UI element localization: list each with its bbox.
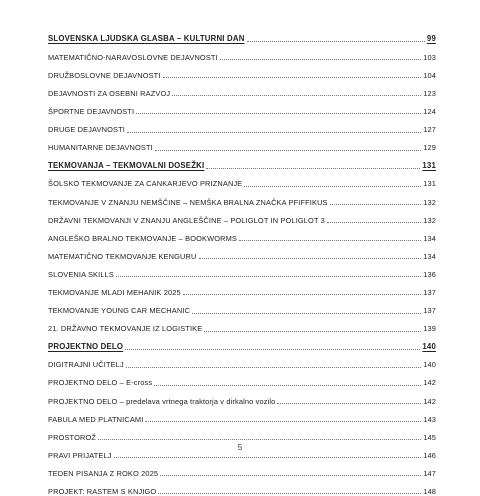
toc-entry[interactable] — [48, 115, 436, 133]
toc-section-entry[interactable] — [48, 25, 436, 43]
toc-entry-label: PROJEKT: RASTEM S KNJIGO — [48, 487, 157, 496]
toc-entry-label: TEKMOVANJE YOUNG CAR MECHANIC — [48, 306, 191, 316]
toc-entry-label: FABULA MED PLATNICAMI — [48, 414, 144, 424]
dot-leader — [126, 366, 421, 368]
toc-entry-page: 131 — [423, 179, 436, 189]
toc-entry-label: DEJAVNOSTI ZA OSEBNI RAZVOJ — [48, 88, 171, 98]
toc-entry[interactable] — [48, 459, 436, 477]
dot-leader — [244, 185, 421, 187]
toc-entry-page: 99 — [426, 34, 436, 44]
toc-entry-label: SLOVENIA SKILLS — [48, 269, 114, 279]
toc-entry[interactable] — [48, 206, 436, 224]
toc-entry-page: 123 — [423, 88, 436, 98]
toc-entry[interactable] — [48, 188, 436, 206]
toc-entry[interactable] — [48, 296, 436, 314]
toc-entry-page: 136 — [423, 269, 436, 279]
toc-entry[interactable] — [48, 477, 436, 495]
table-of-contents — [48, 25, 436, 495]
dot-leader — [127, 131, 421, 133]
toc-entry-page: 129 — [423, 143, 436, 153]
toc-entry-page: 142 — [423, 396, 436, 406]
dot-leader — [154, 384, 421, 386]
toc-entry-page: 124 — [423, 107, 436, 117]
toc-entry-label: DRUŽBOSLOVNE DEJAVNOSTI — [48, 70, 161, 80]
toc-entry[interactable] — [48, 369, 436, 387]
toc-entry-label: SLOVENSKA LJUDSKA GLASBA – KULTURNI DAN — [48, 34, 245, 44]
dot-leader — [160, 474, 421, 476]
toc-entry-page: 132 — [423, 215, 436, 225]
toc-entry[interactable] — [48, 97, 436, 115]
dot-leader — [220, 58, 421, 60]
dot-leader — [125, 348, 420, 350]
toc-entry-label: PROJEKTNO DELO – predelava vrtnega traktorja v dirkalno vozilo — [48, 396, 276, 406]
dot-leader — [145, 420, 421, 422]
toc-entry-page: 127 — [423, 125, 436, 135]
toc-entry-label: DRŽAVNI TEKMOVANJI V ZNANJU ANGLEŠČINE – POLIGLOT IN POLIGLOT 3 — [48, 215, 325, 225]
dot-leader — [114, 456, 422, 458]
toc-entry-label: MATEMATIČNO-NARAVOSLOVNE DEJAVNOSTI — [48, 52, 218, 62]
toc-entry[interactable] — [48, 423, 436, 441]
toc-entry-label: ŠOLSKO TEKMOVANJE ZA CANKARJEVO PRIZNANJE — [48, 179, 243, 189]
dot-leader — [239, 239, 421, 241]
toc-entry[interactable] — [48, 351, 436, 369]
toc-entry-label: DRUGE DEJAVNOSTI — [48, 125, 125, 135]
toc-entry-label: DIGITRAJNI UČITELJ — [48, 360, 124, 370]
toc-entry[interactable] — [48, 170, 436, 188]
dot-leader — [163, 76, 422, 78]
dot-leader — [136, 112, 421, 114]
toc-entry[interactable] — [48, 134, 436, 152]
toc-entry-label: PROSTOROŽ — [48, 432, 97, 442]
toc-entry-page: 139 — [423, 324, 436, 334]
page-number: 5 — [237, 443, 243, 452]
dot-leader — [206, 167, 420, 169]
dot-leader — [155, 149, 421, 151]
dot-leader — [98, 438, 421, 440]
toc-entry-page: 143 — [423, 414, 436, 424]
toc-entry-page: 146 — [423, 450, 436, 460]
toc-entry-label: PRAVI PRIJATELJ — [48, 450, 112, 460]
toc-entry[interactable] — [48, 242, 436, 260]
dot-leader — [183, 293, 421, 295]
toc-section-entry[interactable] — [48, 152, 436, 170]
toc-entry-label: MATEMATIČNO TEKMOVANJE KENGURU — [48, 251, 197, 261]
dot-leader — [204, 330, 421, 332]
toc-entry-label: TEKMOVANJE V ZNANJU NEMŠČINE – NEMŠKA BRALNA ZNAČKA PFIFFIKUS — [48, 197, 328, 207]
dot-leader — [247, 40, 425, 42]
toc-entry-label: 21. DRŽAVNO TEKMOVANJE IZ LOGISTIKE — [48, 324, 203, 334]
toc-entry-page: 148 — [423, 487, 436, 496]
toc-entry-page: 104 — [423, 70, 436, 80]
dot-leader — [158, 492, 421, 494]
toc-entry-page: 137 — [423, 288, 436, 297]
toc-entry-page: 103 — [423, 52, 436, 62]
toc-entry-page: 132 — [423, 197, 436, 207]
toc-entry-page: 134 — [423, 233, 436, 243]
toc-entry-page: 145 — [423, 432, 436, 442]
toc-entry-label: PROJEKTNO DELO – E-cross — [48, 378, 153, 388]
toc-entry-label: ŠPORTNE DEJAVNOSTI — [48, 107, 135, 117]
toc-entry[interactable] — [48, 43, 436, 61]
toc-entry-page: 131 — [422, 160, 436, 170]
toc-entry[interactable] — [48, 278, 436, 296]
toc-entry-page: 147 — [423, 468, 436, 478]
toc-entry[interactable] — [48, 405, 436, 423]
toc-entry-page: 137 — [423, 306, 436, 316]
toc-entry[interactable] — [48, 79, 436, 97]
dot-leader — [199, 257, 422, 259]
toc-entry-label: TEKMOVANJE MLADI MEHANIK 2025 — [48, 288, 181, 297]
dot-leader — [330, 203, 422, 205]
dot-leader — [277, 402, 421, 404]
toc-entry-page: 140 — [422, 341, 436, 351]
toc-entry[interactable] — [48, 61, 436, 79]
dot-leader — [116, 275, 421, 277]
toc-entry[interactable] — [48, 315, 436, 333]
toc-entry-label: TEKMOVANJA – TEKMOVALNI DOSEŽKI — [48, 160, 205, 170]
toc-entry-label: ANGLEŠKO BRALNO TEKMOVANJE – BOOKWORMS — [48, 233, 237, 243]
dot-leader — [192, 312, 421, 314]
toc-entry[interactable] — [48, 260, 436, 278]
toc-entry-label: PROJEKTNO DELO — [48, 341, 124, 351]
dot-leader — [327, 221, 421, 223]
toc-entry-page: 142 — [423, 378, 436, 388]
toc-section-entry[interactable] — [48, 333, 436, 351]
toc-entry-page: 140 — [423, 360, 436, 370]
toc-entry-label: HUMANITARNE DEJAVNOSTI — [48, 143, 153, 153]
toc-entry[interactable] — [48, 387, 436, 405]
dot-leader — [172, 94, 421, 96]
toc-entry[interactable] — [48, 224, 436, 242]
toc-entry-label: TEDEN PISANJA Z ROKO 2025 — [48, 468, 159, 478]
toc-entry-page: 134 — [423, 251, 436, 261]
